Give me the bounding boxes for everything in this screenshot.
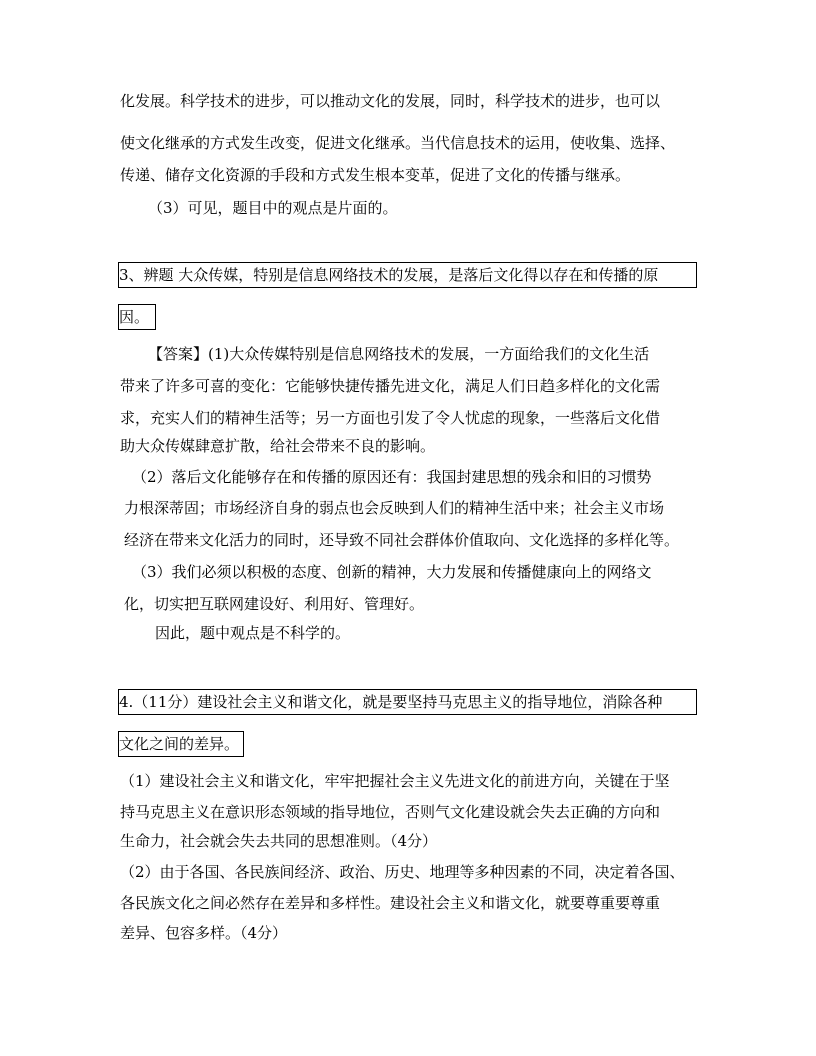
paragraph-line: （3）可见，题目中的观点是片面的。 (148, 199, 398, 217)
answer-line: 持马克思主义在意识形态领域的指导地位，否则气文化建设就会失去正确的方向和 (120, 803, 661, 821)
answer-line: 【答案】(1)大众传媒特别是信息网络技术的发展，一方面给我们的文化生活 (148, 345, 650, 363)
paragraph-line: 传递、储存文化资源的手段和方式发生根本变革，促进了文化的传播与继承。 (120, 166, 631, 184)
paragraph-line: 使文化继承的方式发生改变，促进文化继承。当代信息技术的运用，使收集、选择、 (120, 134, 676, 152)
answer-line: 求，充实人们的精神生活等；另一方面也引发了令人忧虑的现象，一些落后文化借 (120, 409, 661, 427)
answer-line: 各民族文化之间必然存在差异和多样性。建设社会主义和谐文化，就要尊重要尊重 (120, 894, 661, 912)
answer-line: 化，切实把互联网建设好、利用好、管理好。 (124, 595, 425, 613)
answer-line: （1）建设社会主义和谐文化，牢牢把握社会主义先进文化的前进方向，关键在于坚 (120, 772, 670, 790)
answer-line: 生命力，社会就会失去共同的思想准则。（4分） (120, 832, 438, 850)
answer-line: （3）我们必须以积极的态度、创新的精神，大力发展和传播健康向上的网络文 (132, 563, 652, 581)
question-4-box-line1: 4.（11分）建设社会主义和谐文化，就是要坚持马克思主义的指导地位，消除各种 (118, 689, 697, 715)
question-4-box-line2: 文化之间的差异。 (118, 731, 244, 757)
answer-line: 带来了许多可喜的变化：它能够快捷传播先进文化，满足人们日趋多样化的文化需 (120, 377, 661, 395)
answer-line: （2）落后文化能够存在和传播的原因还有：我国封建思想的残余和旧的习惯势 (132, 468, 652, 486)
answer-line: 力根深蒂固；市场经济自身的弱点也会反映到人们的精神生活中来；社会主义市场 (124, 499, 665, 517)
question-3-box-line2: 因。 (118, 304, 156, 330)
answer-line: 差异、包容多样。（4分） (120, 924, 288, 942)
answer-line: （2）由于各国、各民族间经济、政治、历史、地理等多种因素的不同，决定着各国、 (120, 863, 685, 881)
answer-line: 因此，题中观点是不科学的。 (155, 624, 351, 642)
paragraph-line: 化发展。科学技术的进步，可以推动文化的发展，同时，科学技术的进步，也可以 (120, 92, 661, 110)
question-3-box-line1: 3、辨题 大众传媒，特别是信息网络技术的发展，是落后文化得以存在和传播的原 (118, 262, 697, 288)
answer-line: 助大众传媒肆意扩散，给社会带来不良的影响。 (120, 437, 436, 455)
answer-line: 经济在带来文化活力的同时，还导致不同社会群体价值取向、文化选择的多样化等。 (124, 531, 680, 549)
